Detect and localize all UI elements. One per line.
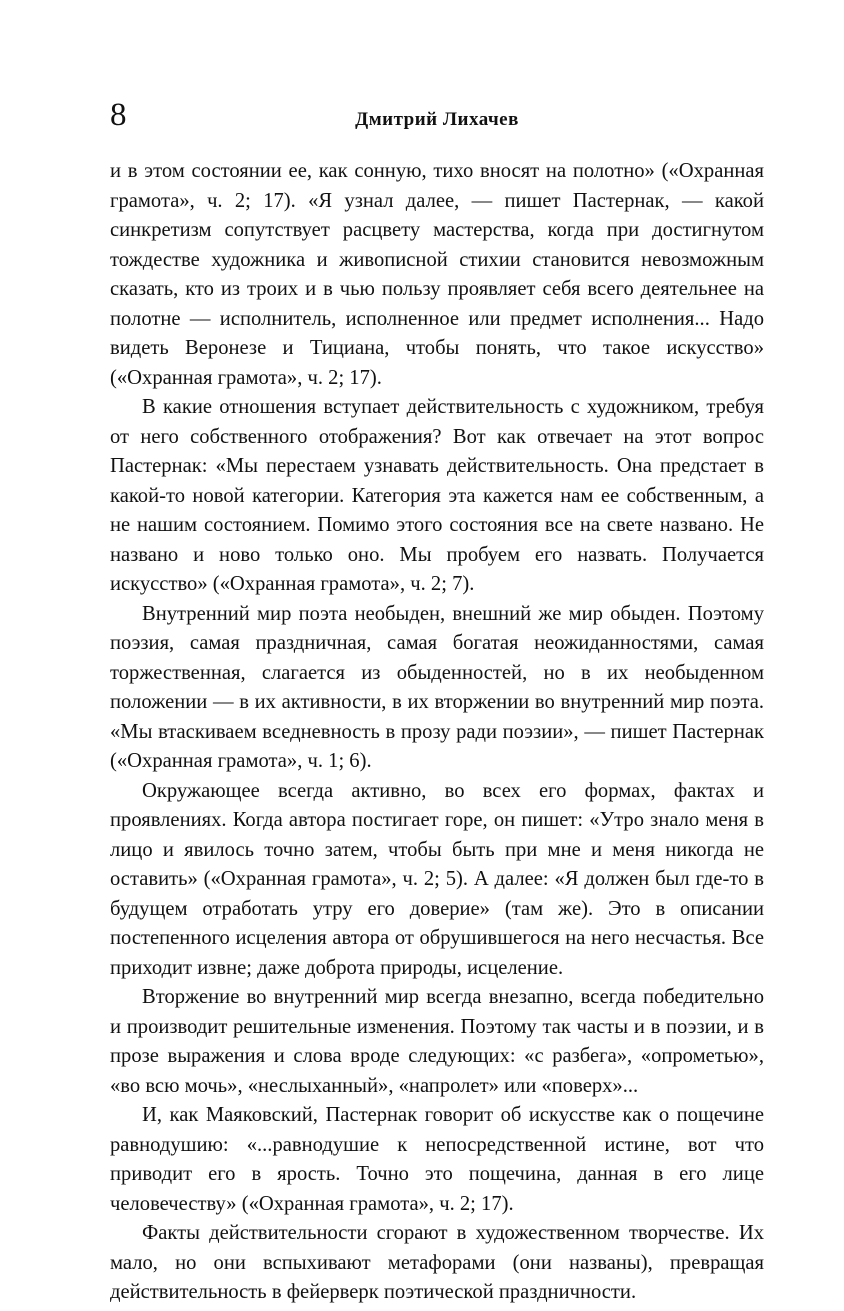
paragraph: Внутренний мир поэта необыден, внешний же мир обыден. Поэтому поэзия, самая праздничная, самая богатая неожиданностями, самая торжественная, слагается из обыденностей, но в их необыденном положении — в их активности, в их вторжении во внутренний мир поэта. «Мы втаскиваем вседневность в прозу ради поэзии», — пишет Пастернак («Охранная грамота», ч. 1; 6). <box>110 602 764 772</box>
page-header <box>110 95 764 145</box>
paragraph-continued: и в этом состоянии ее, как сонную, тихо вносят на полотно» («Охранная грамота», ч. 2; 17). «Я узнал далее, — пишет Пастернак, — какой синкретизм сопутствует расцвету мастерства, когда при достигнутом тождестве художника и живописной стихии становится невозможным сказать, кто из троих и в чью пользу проявляет себя всего деятельнее на полотне — исполнитель, исполненное или предмет исполнения... Надо видеть Веронезе и Тициана, чтобы понять, что такое искусство» («Охранная грамота», ч. 2; 17). <box>110 160 764 389</box>
paragraph: Вторжение во внутренний мир всегда внезапно, всегда победительно и производит решительные изменения. Поэтому так часты и в поэзии, и в прозе выражения и слова вроде следующих: «с разбега», «опрометью», «во всю мочь», «неслыханный», «напролет» или «поверх»... <box>110 986 764 1097</box>
paragraph: Факты действительности сгорают в художественном творчестве. Их мало, но они вспыхивают метафорами (они названы), превращая действительность в фейерверк поэтической праздничности. <box>110 1222 764 1303</box>
body-text <box>110 157 764 1308</box>
page-number: 8 <box>110 97 127 133</box>
running-title: Дмитрий Лихачев <box>355 109 519 130</box>
book-page <box>110 95 764 1308</box>
paragraph: И, как Маяковский, Пастернак говорит об искусстве как о пощечине равнодушию: «...равнодушие к непосредственной истине, вот что приводит его в ярость. Точно это пощечина, данная в его лице человечеству» («Охранная грамота», ч. 2; 17). <box>110 1104 764 1215</box>
paragraph: В какие отношения вступает действительность с художником, требуя от него собственного отображения? Вот как отвечает на этот вопрос Пастернак: «Мы перестаем узнавать действительность. Она предстает в какой-то новой категории. Категория эта кажется нам ее собственным, а не нашим состоянием. Помимо этого состояния все на свете названо. Не названо и ново только оно. Мы пробуем его назвать. Получается искусство» («Охранная грамота», ч. 2; 7). <box>110 396 764 595</box>
paragraph: Окружающее всегда активно, во всех его формах, фактах и проявлениях. Когда автора постигает горе, он пишет: «Утро знало меня в лицо и явилось точно затем, чтобы быть при мне и меня никогда не оставить» («Охранная грамота», ч. 2; 5). А далее: «Я должен был где-то в будущем отработать утру его доверие» (там же). Это в описании постепенного исцеления автора от обрушившегося на него несчастья. Все приходит извне; даже доброта природы, исцеление. <box>110 779 764 979</box>
